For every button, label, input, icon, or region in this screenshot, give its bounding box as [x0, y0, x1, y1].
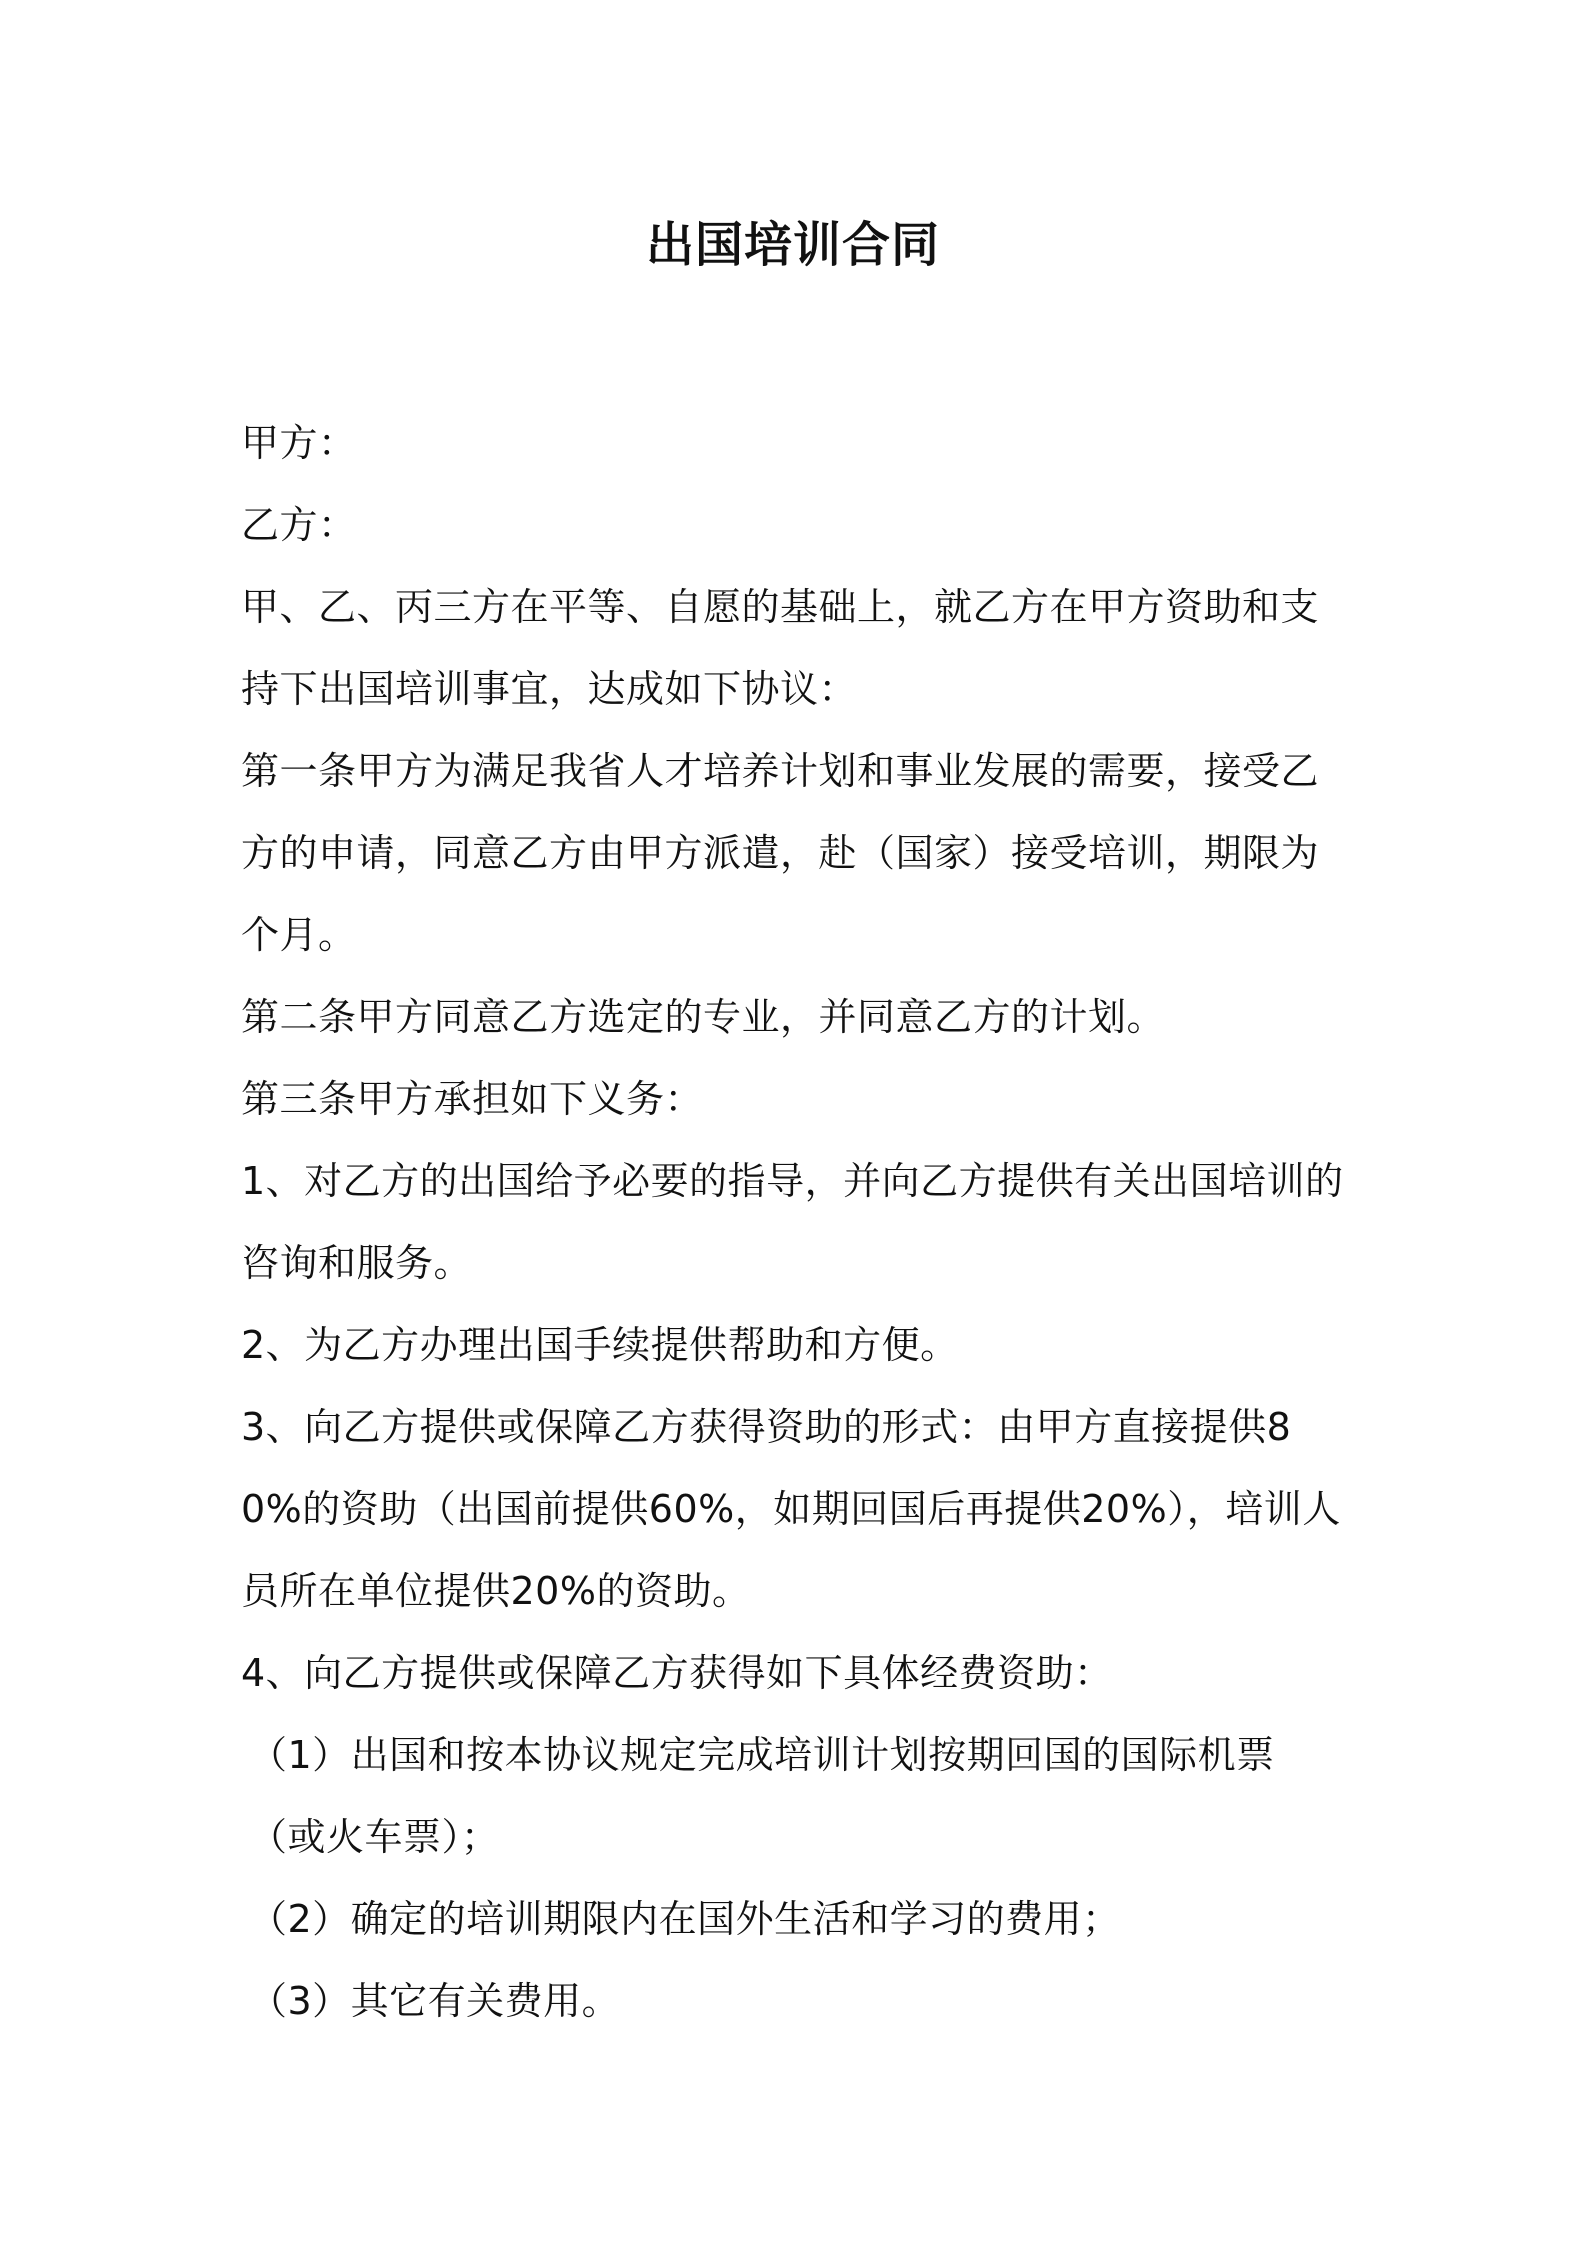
- article-1-paragraph: 第一条甲方为满足我省人才培养计划和事业发展的需要，接受乙方的申请，同意乙方由甲方派遣，赴（国家）接受培训，期限为个月。: [241, 749, 1320, 957]
- obligation-item-2: 2、为乙方办理出国手续提供帮助和方便。: [241, 1323, 959, 1367]
- obligation-item-1: 1、对乙方的出国给予必要的指导，并向乙方提供有关出国培训的咨询和服务。: [241, 1159, 1344, 1285]
- document-body: [241, 402, 1351, 2042]
- funding-subitem-1: （1）出国和按本协议规定完成培训计划按期回国的国际机票（或火车票）；: [249, 1733, 1275, 1859]
- funding-subitem-2: （2）确定的培训期限内在国外生活和学习的费用；: [249, 1897, 1121, 1941]
- preamble-paragraph: 甲、乙、丙三方在平等、自愿的基础上，就乙方在甲方资助和支持下出国培训事宜，达成如下协议：: [241, 585, 1320, 711]
- party-a-line: 甲方：: [241, 421, 357, 465]
- article-2-paragraph: 第二条甲方同意乙方选定的专业，并同意乙方的计划。: [241, 995, 1166, 1039]
- obligation-item-4: 4、向乙方提供或保障乙方获得如下具体经费资助：: [241, 1651, 1113, 1695]
- article-3-heading: 第三条甲方承担如下义务：: [241, 1077, 704, 1121]
- document-title: 出国培训合同: [645, 217, 940, 273]
- obligation-item-3: 3、向乙方提供或保障乙方获得资助的形式：由甲方直接提供80%的资助（出国前提供60%，如期回国后再提供20%），培训人员所在单位提供20%的资助。: [241, 1405, 1341, 1613]
- funding-subitem-3: （3）其它有关费用。: [249, 1979, 621, 2023]
- party-b-line: 乙方：: [241, 503, 357, 547]
